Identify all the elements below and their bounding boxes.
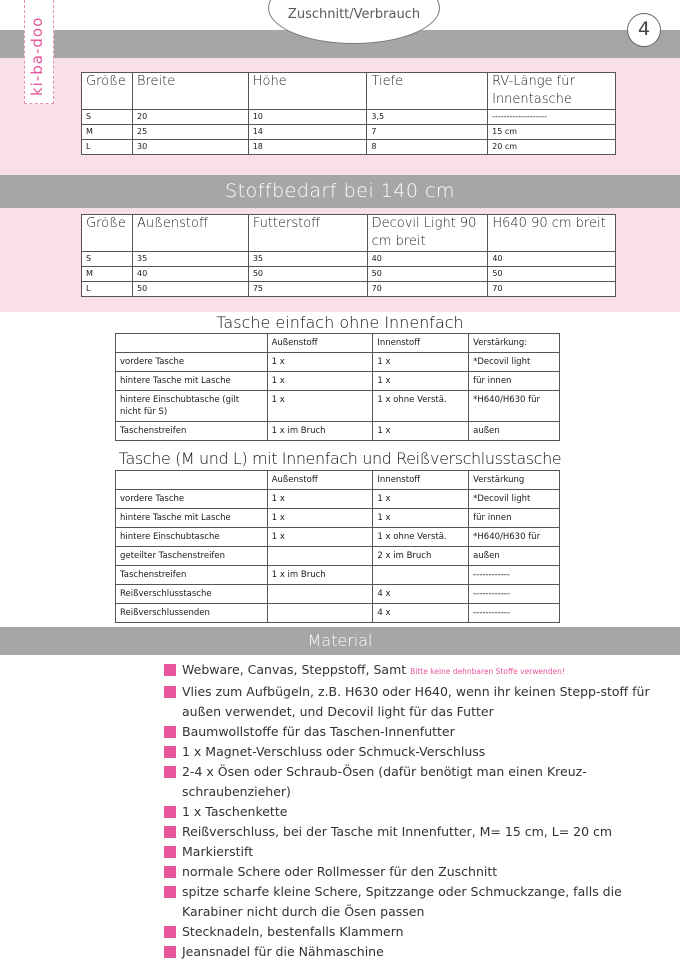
header-cell: Höhe [248,73,367,110]
material-note: Bitte keine dehnbaren Stoffe verwenden! [410,667,565,676]
header-cell: RV-Länge für Innentasche [488,73,616,110]
table-row [116,353,560,372]
square-bullet-icon [164,686,176,698]
header-cell: Futterstoff [248,215,367,252]
table-row [116,528,560,547]
table-cell: 40 [367,252,488,267]
table-header-row [82,215,616,252]
table-row [82,125,616,140]
table-cell: 20 cm [488,140,616,155]
logo-tag [24,0,54,104]
table-cell: 1 x [267,528,373,547]
table-cell: 14 [248,125,367,140]
sizes-table [81,72,616,155]
list-item-text: Vlies zum Aufbügeln, z.B. H630 oder H640, wenn ihr keinen Stepp-stoff für außen verwendet, und Decovil light für das Futter [182,684,650,719]
table-row [82,267,616,282]
table-cell: 1 x [267,490,373,509]
table-cell: *Decovil light [469,353,560,372]
cut-table-1 [115,333,560,441]
list-item-text: 1 x Taschenkette [182,804,288,819]
table-header-row [116,471,560,490]
table-cell: hintere Tasche mit Lasche [116,509,268,528]
list-item [164,922,674,942]
header-cell: Außenstoff [132,215,248,252]
table-row [116,391,560,422]
header-cell: Außenstoff [267,334,373,353]
list-item [164,842,674,862]
table-cell: für innen [469,372,560,391]
table-cell: 1 x [267,353,373,372]
table-cell: 50 [248,267,367,282]
list-item [164,822,674,842]
table-cell: 50 [132,282,248,297]
header-cell: Verstärkung [469,471,560,490]
table-cell: 1 x [373,509,469,528]
list-item-text: Webware, Canvas, Steppstoff, Samt [182,662,407,677]
table-cell: S [82,252,133,267]
square-bullet-icon [164,746,176,758]
table-cell: 1 x ohne Verstä. [373,391,469,422]
list-item-text: Baumwollstoffe für das Taschen-Innenfutter [182,724,455,739]
table-cell: 18 [248,140,367,155]
page-number: 4 [627,13,661,47]
table-cell: 1 x [267,391,373,422]
table-cell: ------------ [469,566,560,585]
table-cell: 40 [132,267,248,282]
table-cell [373,566,469,585]
cut-table-1-title: Tasche einfach ohne Innenfach [216,313,464,332]
list-item-text: 2-4 x Ösen oder Schraub-Ösen (dafür benötigt man einen Kreuz-schraubenzieher) [182,764,587,799]
stoffbedarf-title: Stoffbedarf bei 140 cm [225,180,455,202]
table-cell: M [82,125,133,140]
table-cell: 50 [367,267,488,282]
header-cell: Größe [82,73,133,110]
table-cell: *Decovil light [469,490,560,509]
list-item [164,882,674,922]
table-cell [267,547,373,566]
header-cell: Größe [82,215,133,252]
list-item-text: Stecknadeln, bestenfalls Klammern [182,924,404,939]
table-cell: Reißverschlussenden [116,604,268,623]
list-item-text: normale Schere oder Rollmesser für den Zuschnitt [182,864,498,879]
table-cell: 30 [132,140,248,155]
table-header-row [82,73,616,110]
table-row [116,422,560,441]
square-bullet-icon [164,826,176,838]
table-cell: 70 [488,282,616,297]
table-cell: *H640/H630 für [469,528,560,547]
table-cell: S [82,110,133,125]
table-row [116,509,560,528]
square-bullet-icon [164,726,176,738]
table-cell: Reißverschlusstasche [116,585,268,604]
table-cell: 1 x im Bruch [267,422,373,441]
table-cell: M [82,267,133,282]
table-row [116,490,560,509]
table-cell: 7 [367,125,488,140]
list-item [164,942,674,962]
table-row [116,585,560,604]
table-row [82,282,616,297]
table-cell: 4 x [373,585,469,604]
table-cell: vordere Tasche [116,490,268,509]
table-cell: 3,5 [367,110,488,125]
header-cell: Außenstoff [267,471,373,490]
list-item [164,722,674,742]
square-bullet-icon [164,946,176,958]
table-cell: 70 [367,282,488,297]
table-cell: 1 x [267,509,373,528]
table-cell: hintere Tasche mit Lasche [116,372,268,391]
header-cell: Verstärkung: [469,334,560,353]
table-row [82,140,616,155]
table-cell: außen [469,422,560,441]
table-cell: ------------------- [488,110,616,125]
table-cell: 1 x [267,372,373,391]
table-row [116,566,560,585]
square-bullet-icon [164,806,176,818]
header-cell: Breite [132,73,248,110]
table-cell [267,604,373,623]
table-cell: vordere Tasche [116,353,268,372]
table-row [116,604,560,623]
table-cell: 1 x [373,353,469,372]
table-header-row [116,334,560,353]
cut-table-2-title: Tasche (M und L) mit Innenfach und Reißverschlusstasche [118,449,562,468]
logo: ki-ba-doo [28,16,46,96]
table-cell: ------------ [469,604,560,623]
table-cell: L [82,282,133,297]
table-row [82,110,616,125]
table-cell: hintere Einschubtasche (gilt nicht für S) [116,391,268,422]
table-cell: 1 x im Bruch [267,566,373,585]
table-cell: 50 [488,267,616,282]
table-cell: 25 [132,125,248,140]
list-item-text: Markierstift [182,844,254,859]
list-item-text: 1 x Magnet-Verschluss oder Schmuck-Verschluss [182,744,486,759]
table-cell: 2 x im Bruch [373,547,469,566]
header-cell: Tiefe [367,73,488,110]
list-item-text: Jeansnadel für die Nähmaschine [182,944,384,959]
square-bullet-icon [164,766,176,778]
table-cell: für innen [469,509,560,528]
header-cell [116,471,268,490]
table-cell: 35 [132,252,248,267]
cut-table-2 [115,470,560,623]
table-cell: 4 x [373,604,469,623]
table-cell: 1 x [373,372,469,391]
table-cell: 1 x [373,490,469,509]
table-cell: *H640/H630 für [469,391,560,422]
header-cell: Innenstoff [373,334,469,353]
square-bullet-icon [164,846,176,858]
table-cell: hintere Einschubtasche [116,528,268,547]
table-cell: Taschenstreifen [116,422,268,441]
table-row [116,547,560,566]
stoffbedarf-table [81,214,616,297]
square-bullet-icon [164,886,176,898]
table-cell: 15 cm [488,125,616,140]
table-row [82,252,616,267]
table-cell: ------------ [469,585,560,604]
table-cell: Taschenstreifen [116,566,268,585]
list-item [164,862,674,882]
table-cell: 1 x ohne Verstä. [373,528,469,547]
list-item [164,742,674,762]
table-cell [267,585,373,604]
square-bullet-icon [164,866,176,878]
table-cell: 40 [488,252,616,267]
table-cell: geteilter Taschenstreifen [116,547,268,566]
header-cell: Innenstoff [373,471,469,490]
square-bullet-icon [164,664,176,676]
table-cell: außen [469,547,560,566]
list-item [164,682,674,722]
table-row [116,372,560,391]
header-cell [116,334,268,353]
list-item [164,762,674,802]
table-cell: L [82,140,133,155]
list-item-text: spitze scharfe kleine Schere, Spitzzange oder Schmuckzange, falls die Karabiner nicht durch die Ösen passen [182,884,622,919]
page-title: Zuschnitt/Verbrauch [287,7,421,22]
list-item [164,802,674,822]
material-title: Material [307,631,373,650]
square-bullet-icon [164,926,176,938]
list-item [164,660,674,682]
table-cell: 35 [248,252,367,267]
header-cell: H640 90 cm breit [488,215,616,252]
table-cell: 1 x [373,422,469,441]
table-cell: 8 [367,140,488,155]
table-cell: 75 [248,282,367,297]
header-cell: Decovil Light 90 cm breit [367,215,488,252]
table-cell: 10 [248,110,367,125]
list-item-text: Reißverschluss, bei der Tasche mit Innenfutter, M= 15 cm, L= 20 cm [182,824,613,839]
table-cell: 20 [132,110,248,125]
material-list [164,660,674,962]
